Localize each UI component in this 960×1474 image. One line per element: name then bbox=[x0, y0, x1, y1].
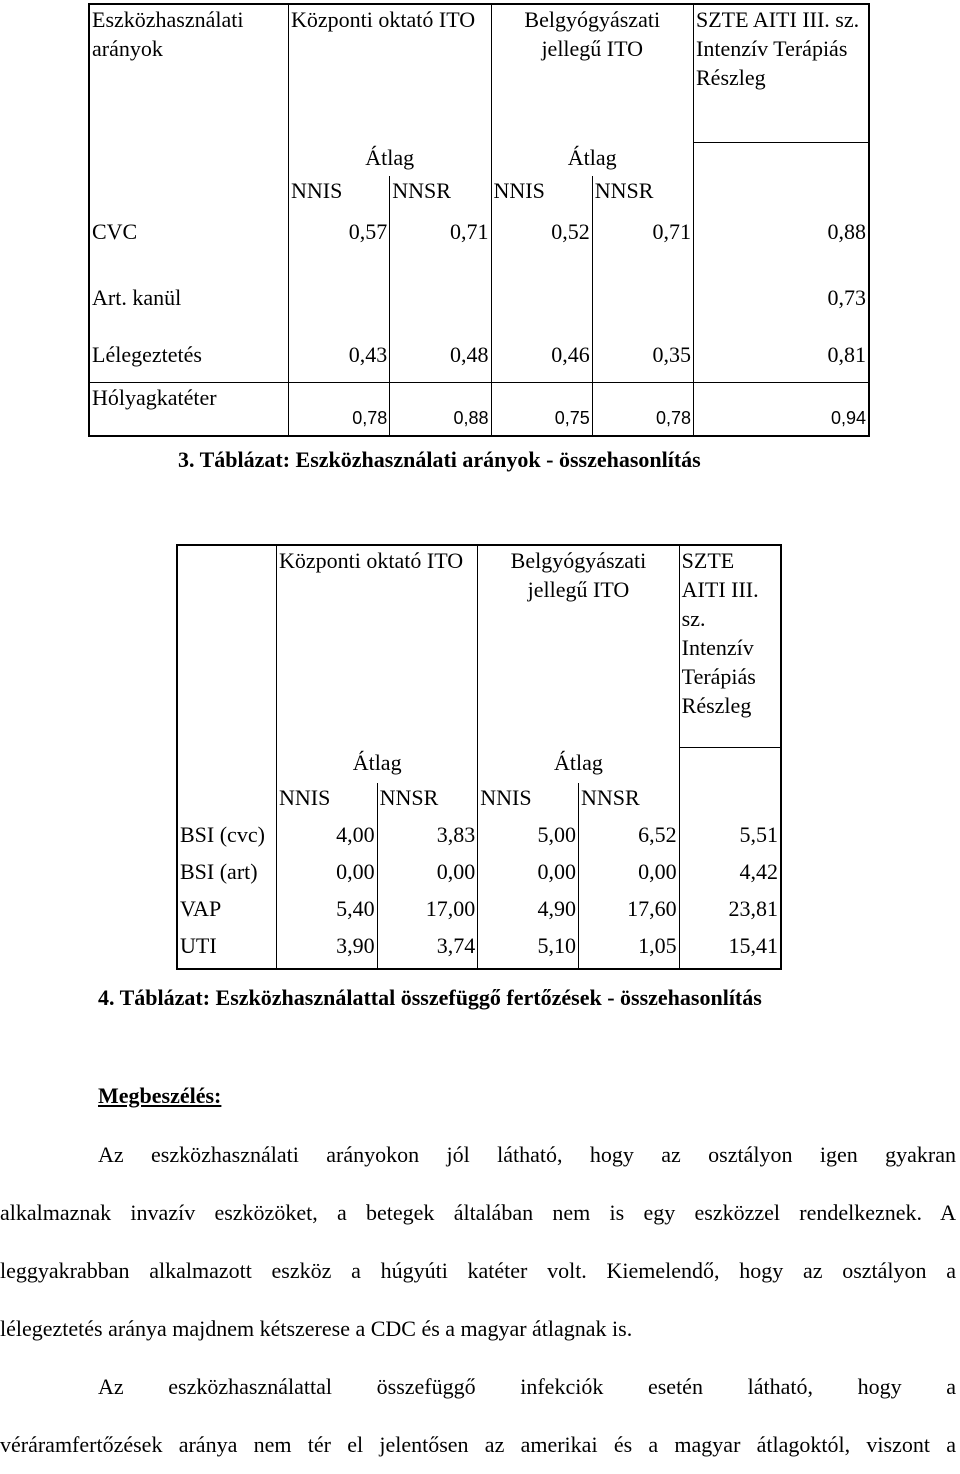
cell: 0,75 bbox=[491, 383, 592, 437]
cell: 0,73 bbox=[694, 257, 870, 334]
cell: 23,81 bbox=[679, 894, 781, 931]
sub-header: NNIS bbox=[491, 176, 592, 213]
cell: 17,00 bbox=[377, 894, 478, 931]
avg-header: Átlag bbox=[289, 143, 492, 177]
sub-header: NNSR bbox=[578, 783, 679, 820]
cell: 3,90 bbox=[277, 931, 378, 969]
cell: 3,74 bbox=[377, 931, 478, 969]
row-label: Hólyagkatéter bbox=[89, 383, 289, 437]
cell: 1,05 bbox=[578, 931, 679, 969]
cell: 5,00 bbox=[478, 820, 579, 857]
cell: 0,94 bbox=[694, 383, 870, 437]
table-row bbox=[177, 820, 781, 857]
row-label: VAP bbox=[177, 894, 277, 931]
sub-header: NNIS bbox=[277, 783, 378, 820]
cell: 0,48 bbox=[390, 334, 491, 383]
cell: 0,52 bbox=[491, 213, 592, 257]
corner-header: Eszközhasználati arányok bbox=[89, 4, 289, 143]
cell: 0,00 bbox=[578, 857, 679, 894]
sub-header: NNSR bbox=[377, 783, 478, 820]
cell: 6,52 bbox=[578, 820, 679, 857]
col-header-belgyogyaszati: Belgyógyászati jellegű ITO bbox=[478, 545, 679, 748]
text-line: Az eszközhasználattal összefüggő infekciók esetén látható, hogy a bbox=[98, 1374, 956, 1399]
cell: 0,81 bbox=[694, 334, 870, 383]
cell: 4,00 bbox=[277, 820, 378, 857]
sub-header: NNIS bbox=[478, 783, 579, 820]
cell: 0,00 bbox=[277, 857, 378, 894]
device-usage-table bbox=[88, 3, 870, 437]
row-label: CVC bbox=[89, 213, 289, 257]
table-row bbox=[177, 857, 781, 894]
col-header-kozponti: Központi oktató ITO bbox=[289, 4, 492, 143]
cell: 4,90 bbox=[478, 894, 579, 931]
sub-header: NNSR bbox=[592, 176, 693, 213]
table-row bbox=[89, 213, 869, 257]
text-line: lélegeztetés aránya majdnem kétszerese a CDC és a magyar átlagnak is. bbox=[0, 1316, 633, 1341]
table-row bbox=[89, 334, 869, 383]
section-heading: Megbeszélés: bbox=[98, 1083, 222, 1108]
table-row bbox=[89, 257, 869, 334]
sub-header: NNIS bbox=[289, 176, 390, 213]
cell: 0,78 bbox=[289, 383, 390, 437]
cell: 5,40 bbox=[277, 894, 378, 931]
infection-table bbox=[176, 544, 782, 970]
text-line: leggyakrabban alkalmazott eszköz a húgyúti katéter volt. Kiemelendő, hogy az osztályon a bbox=[0, 1258, 956, 1283]
table-caption: 4. Táblázat: Eszközhasználattal összefüggő fertőzések - összehasonlítás bbox=[98, 985, 762, 1010]
cell: 4,42 bbox=[679, 857, 781, 894]
paragraph bbox=[0, 1358, 956, 1474]
row-label: BSI (art) bbox=[177, 857, 277, 894]
table-row bbox=[177, 931, 781, 969]
sub-header: NNSR bbox=[390, 176, 491, 213]
paragraph bbox=[0, 1126, 956, 1358]
cell: 0,78 bbox=[592, 383, 693, 437]
cell: 0,71 bbox=[390, 213, 491, 257]
cell: 0,00 bbox=[478, 857, 579, 894]
cell: 0,71 bbox=[592, 213, 693, 257]
cell: 0,46 bbox=[491, 334, 592, 383]
cell: 0,35 bbox=[592, 334, 693, 383]
cell: 17,60 bbox=[578, 894, 679, 931]
cell: 5,10 bbox=[478, 931, 579, 969]
row-label: BSI (cvc) bbox=[177, 820, 277, 857]
table-row bbox=[89, 383, 869, 437]
cell: 0,43 bbox=[289, 334, 390, 383]
cell: 5,51 bbox=[679, 820, 781, 857]
cell: 3,83 bbox=[377, 820, 478, 857]
text-line: alkalmaznak invazív eszközöket, a betegek általában nem is egy eszközzel rendelkeznek. A bbox=[0, 1200, 956, 1225]
col-header-belgyogyaszati: Belgyógyászati jellegű ITO bbox=[491, 4, 694, 143]
col-header-szte: SZTE AITI III. sz. Intenzív Terápiás Részleg bbox=[694, 4, 870, 143]
row-label: Art. kanül bbox=[89, 257, 289, 334]
col-header-kozponti: Központi oktató ITO bbox=[277, 545, 478, 748]
row-label: UTI bbox=[177, 931, 277, 969]
text-line: véráramfertőzések aránya nem tér el jelentősen az amerikai és a magyar átlagoktól, viszont a bbox=[0, 1432, 956, 1457]
col-header-szte: SZTE AITI III. sz. Intenzív Terápiás Részleg bbox=[679, 545, 781, 748]
avg-header: Átlag bbox=[478, 748, 679, 784]
cell: 0,88 bbox=[694, 213, 870, 257]
cell: 0,00 bbox=[377, 857, 478, 894]
table-row bbox=[177, 894, 781, 931]
text-line: Az eszközhasználati arányokon jól látható, hogy az osztályon igen gyakran bbox=[98, 1142, 956, 1167]
cell: 0,57 bbox=[289, 213, 390, 257]
avg-header: Átlag bbox=[277, 748, 478, 784]
table-caption: 3. Táblázat: Eszközhasználati arányok - összehasonlítás bbox=[178, 447, 701, 472]
cell: 0,88 bbox=[390, 383, 491, 437]
row-label: Lélegeztetés bbox=[89, 334, 289, 383]
avg-header: Átlag bbox=[491, 143, 694, 177]
cell: 15,41 bbox=[679, 931, 781, 969]
